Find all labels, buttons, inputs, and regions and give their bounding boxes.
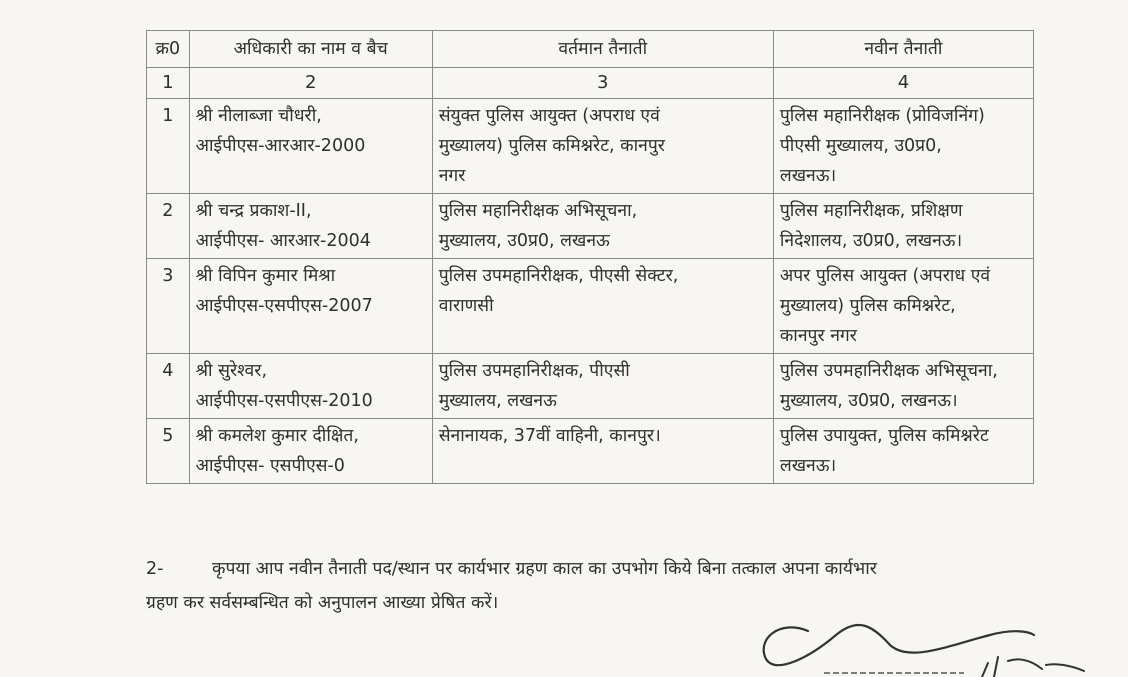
current-posting-line: मुख्यालय) पुलिस कमिश्नरेट, कानपुर: [438, 136, 665, 156]
new-posting-line: मुख्यालय) पुलिस कमिश्नरेट,: [779, 296, 956, 316]
new-posting-cell: [773, 194, 1033, 259]
new-posting-line: पुलिस महानिरीक्षक, प्रशिक्षण: [779, 201, 963, 221]
new-posting-line: पुलिस उपायुक्त, पुलिस कमिश्नरेट: [779, 426, 989, 446]
column-number-row: [147, 68, 1034, 99]
officer-name: श्री सुरेश्वर,: [195, 361, 268, 381]
header-current-posting: वर्तमान तैनाती: [432, 31, 773, 68]
officer-name: श्री विपिन कुमार मिश्रा: [195, 266, 336, 286]
row-sno: 2: [147, 194, 190, 259]
officer-name: श्री नीलाब्जा चौधरी,: [195, 106, 322, 126]
officer-name: श्री कमलेश कुमार दीक्षित,: [195, 426, 359, 446]
transfer-table: [146, 30, 1034, 484]
table-row: [147, 419, 1034, 484]
officer-name-cell: [189, 354, 432, 419]
officer-batch: आईपीएस- एसपीएस-0: [195, 456, 345, 476]
row-sno: 3: [147, 259, 190, 354]
new-posting-line: मुख्यालय, उ0प्र0, लखनऊ।: [779, 391, 958, 411]
current-posting-cell: [432, 419, 773, 484]
current-posting-line: सेनानायक, 37वीं वाहिनी, कानपुर।: [438, 426, 661, 446]
row-sno: 5: [147, 419, 190, 484]
column-number: 1: [147, 68, 190, 99]
current-posting-line: वाराणसी: [438, 296, 494, 316]
current-posting-line: मुख्यालय, लखनऊ: [438, 391, 557, 411]
header-sno: क्र0: [147, 31, 190, 68]
new-posting-line: कानपुर नगर: [779, 326, 857, 346]
new-posting-cell: [773, 99, 1033, 194]
new-posting-cell: [773, 354, 1033, 419]
current-posting-cell: [432, 354, 773, 419]
officer-name-cell: [189, 419, 432, 484]
current-posting-line: मुख्यालय, उ0प्र0, लखनऊ: [438, 231, 610, 251]
column-number: 4: [773, 68, 1033, 99]
table-row: [147, 259, 1034, 354]
header-new-posting: नवीन तैनाती: [773, 31, 1033, 68]
row-sno: 1: [147, 99, 190, 194]
current-posting-line: पुलिस उपमहानिरीक्षक, पीएसी सेक्टर,: [438, 266, 679, 286]
table-row: [147, 99, 1034, 194]
handwritten-signature: [750, 605, 1110, 677]
current-posting-cell: [432, 99, 773, 194]
officer-name: श्री चन्द्र प्रकाश-II,: [195, 201, 312, 221]
table-header-row: [147, 31, 1034, 68]
officer-name-cell: [189, 99, 432, 194]
officer-batch: आईपीएस-एसपीएस-2007: [195, 296, 373, 316]
new-posting-cell: [773, 419, 1033, 484]
officer-batch: आईपीएस-एसपीएस-2010: [195, 391, 373, 411]
current-posting-line: संयुक्त पुलिस आयुक्त (अपराध एवं: [438, 106, 660, 126]
column-number: 2: [189, 68, 432, 99]
current-posting-line: पुलिस उपमहानिरीक्षक, पीएसी: [438, 361, 630, 381]
new-posting-line: अपर पुलिस आयुक्त (अपराध एवं: [779, 266, 991, 286]
officer-name-cell: [189, 194, 432, 259]
paragraph-text: कृपया आप नवीन तैनाती पद/स्थान पर कार्यभार ग्रहण काल का उपभोग किये बिना तत्काल अपना कार्यभार: [212, 559, 877, 579]
new-posting-line: लखनऊ।: [779, 166, 837, 186]
paragraph-line: [146, 552, 1046, 586]
current-posting-line: पुलिस महानिरीक्षक अभिसूचना,: [438, 201, 638, 221]
header-officer-name: अधिकारी का नाम व बैच: [189, 31, 432, 68]
new-posting-line: पीएसी मुख्यालय, उ0प्र0,: [779, 136, 942, 156]
officer-batch: आईपीएस-आरआर-2000: [195, 136, 366, 156]
new-posting-line: पुलिस महानिरीक्षक (प्रोविजनिंग): [779, 106, 985, 126]
current-posting-cell: [432, 194, 773, 259]
new-posting-cell: [773, 259, 1033, 354]
current-posting-line: नगर: [438, 166, 466, 186]
current-posting-cell: [432, 259, 773, 354]
new-posting-line: निदेशालय, उ0प्र0, लखनऊ।: [779, 231, 963, 251]
new-posting-line: लखनऊ।: [779, 456, 837, 476]
new-posting-line: पुलिस उपमहानिरीक्षक अभिसूचना,: [779, 361, 998, 381]
table-row: [147, 194, 1034, 259]
paragraph-number: 2-: [146, 559, 164, 579]
officer-batch: आईपीएस- आरआर-2004: [195, 231, 371, 251]
row-sno: 4: [147, 354, 190, 419]
paragraph-line-2: ग्रहण कर सर्वसम्बन्धित को अनुपालन आख्या प्रेषित करें।: [146, 593, 499, 613]
table-row: [147, 354, 1034, 419]
column-number: 3: [432, 68, 773, 99]
officer-name-cell: [189, 259, 432, 354]
